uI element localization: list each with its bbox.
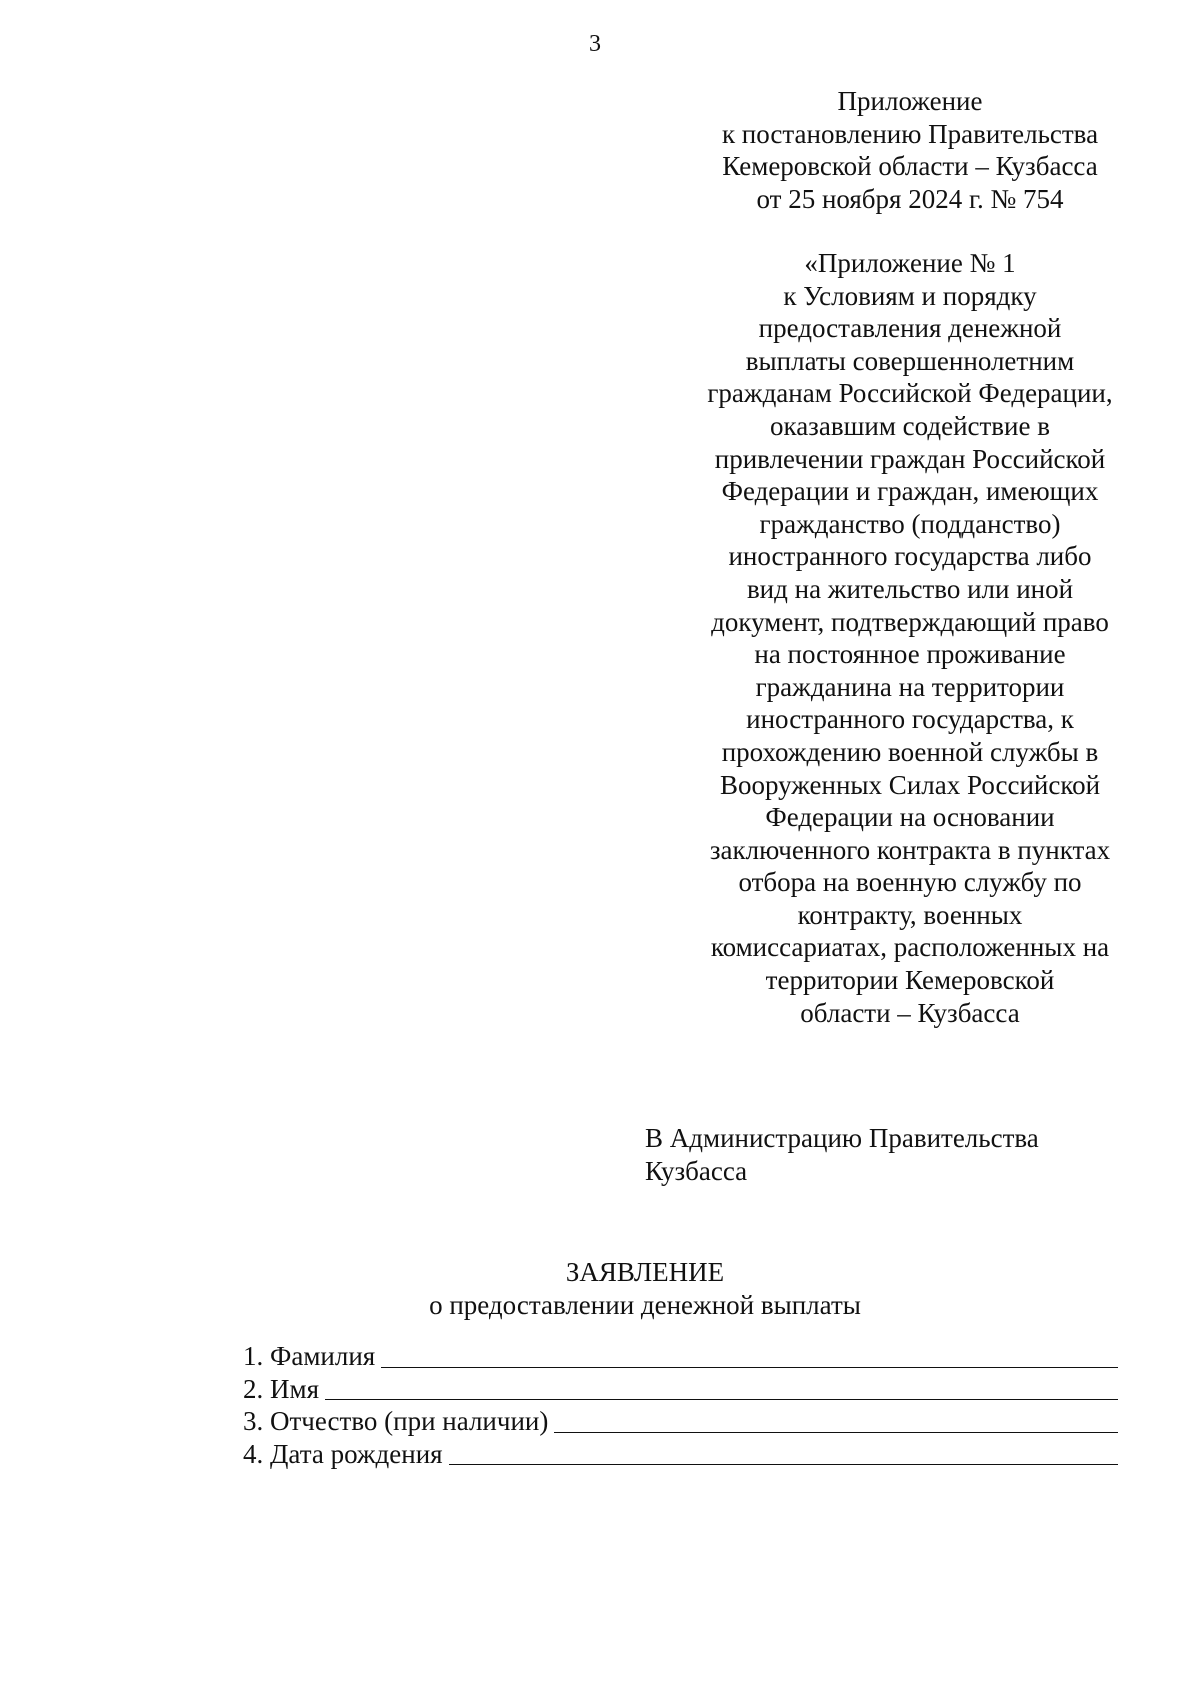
annex-inner-line: гражданина на территории [755, 671, 1065, 702]
annex-inner-line: отбора на военную службу по [738, 867, 1082, 898]
document-title [0, 1256, 1200, 1321]
patronymic-label: 3. Отчество (при наличии) [243, 1406, 549, 1437]
page-number: 3 [589, 31, 601, 57]
annex-header-line: от 25 ноября 2024 г. № 754 [756, 183, 1064, 214]
form-field-patronymic [243, 1405, 1118, 1438]
addressee-line: Кузбасса [645, 1155, 748, 1186]
annex-inner-line: гражданство (подданство) [759, 508, 1061, 539]
annex-header-line: Кемеровской области – Кузбасса [722, 151, 1098, 182]
annex-inner-line: иностранного государства либо [728, 541, 1092, 572]
annex-header-line: к постановлению Правительства [721, 118, 1099, 149]
annex-header-line: Приложение [837, 86, 983, 116]
annex-inner-line: контракту, военных [797, 899, 1023, 930]
annex-inner-line: Федерации и граждан, имеющих [721, 476, 1099, 507]
birthdate-input[interactable] [449, 1438, 1118, 1465]
annex-inner-line: Вооруженных Силах Российской [719, 769, 1101, 800]
annex-inner-line: иностранного государства, к [746, 704, 1074, 735]
application-form [243, 1340, 1118, 1470]
surname-input[interactable] [381, 1341, 1118, 1368]
annex-inner-line: комиссариатах, расположенных на [710, 932, 1110, 963]
annex-inner-line: «Приложение № 1 [804, 248, 1016, 278]
document-heading: ЗАЯВЛЕНИЕ [565, 1257, 725, 1287]
addressee-block [645, 1122, 1165, 1187]
annex-inner-line: предоставления денежной [758, 313, 1062, 344]
annex-inner-line: Федерации на основании [765, 802, 1055, 833]
annex-inner-line: на постоянное проживание [754, 639, 1066, 670]
annex-inner-line: вид на жительство или иной [746, 573, 1074, 604]
document-subheading: о предоставлении денежной выплаты [429, 1289, 861, 1320]
annex-inner-line: области – Кузбасса [800, 997, 1020, 1028]
annex-inner-line: выплаты совершеннолетним [745, 345, 1075, 376]
form-field-surname [243, 1340, 1118, 1373]
name-input[interactable] [325, 1373, 1118, 1400]
patronymic-input[interactable] [554, 1406, 1118, 1433]
annex-inner-line: привлечении граждан Российской [714, 443, 1106, 474]
annex-inner-line: к Условиям и порядку [783, 280, 1037, 311]
annex-inner [675, 247, 1145, 1029]
addressee-line: В Администрацию Правительства [645, 1123, 1039, 1153]
annex-inner-line: документ, подтверждающий право [711, 606, 1109, 637]
annex-inner-line: заключенного контракта в пунктах [709, 834, 1111, 865]
form-field-name [243, 1373, 1118, 1406]
form-field-birthdate [243, 1438, 1118, 1471]
annex-inner-line: оказавшим содействие в [769, 410, 1050, 441]
surname-label: 1. Фамилия [243, 1341, 376, 1371]
annex-header [690, 85, 1130, 215]
birthdate-label: 4. Дата рождения [243, 1438, 443, 1469]
annex-inner-line: гражданам Российской Федерации, [707, 378, 1113, 409]
annex-inner-line: прохождению военной службы в [721, 736, 1099, 767]
name-label: 2. Имя [243, 1373, 320, 1404]
annex-inner-line: территории Кемеровской [765, 965, 1055, 996]
